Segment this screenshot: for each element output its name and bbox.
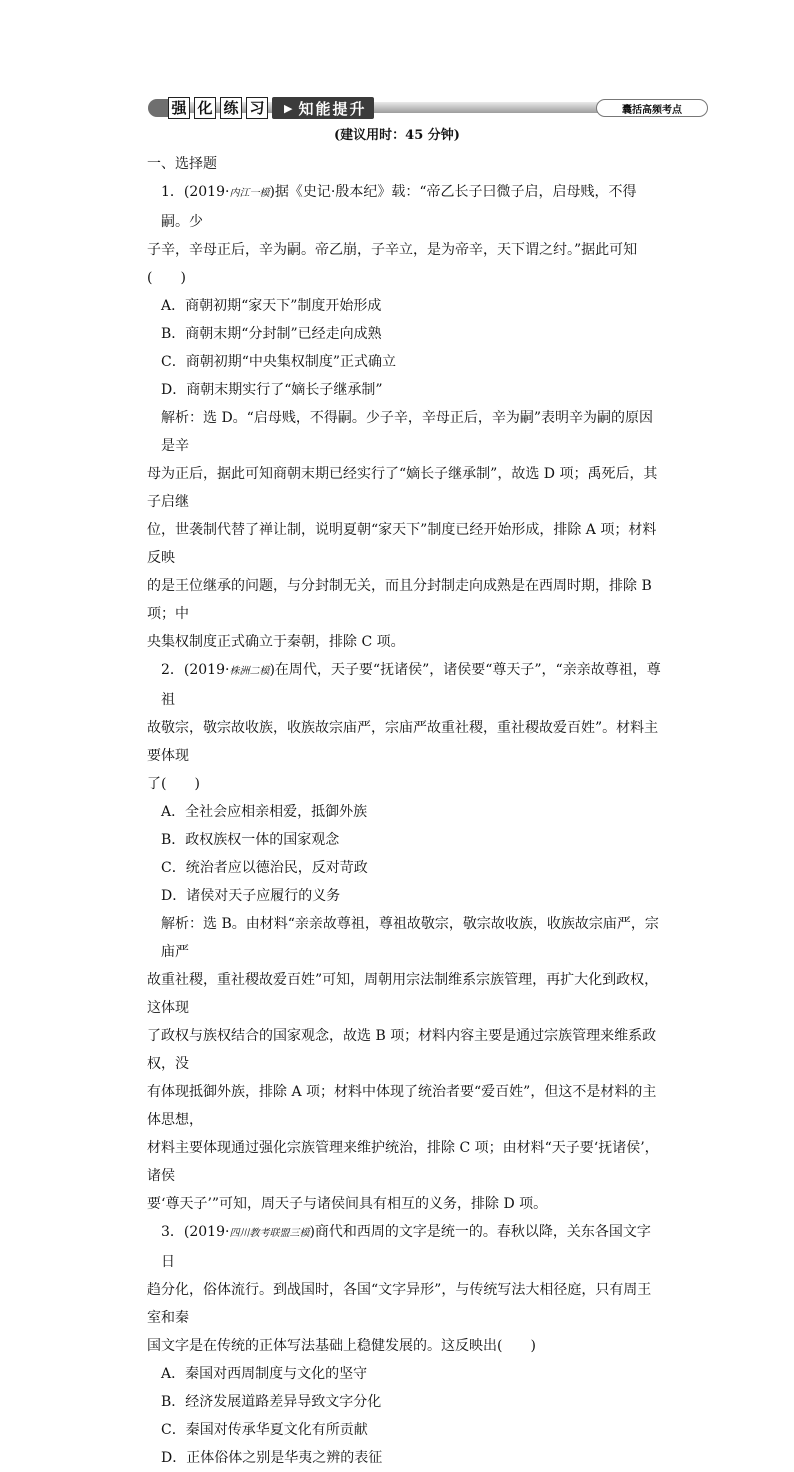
question-lead: 1．(2019· bbox=[161, 184, 230, 200]
question-text: 子辛，辛母正后，辛为嗣。帝乙崩，子辛立，是为帝辛，天下谓之纣。”据此可知( ) bbox=[147, 242, 638, 286]
question-text: )在周代，天子要“抚诸侯”，诸侯要“尊天子”，“亲亲故尊祖，尊祖 bbox=[161, 662, 661, 708]
time-note: (建议用时：45 分钟) bbox=[334, 128, 460, 143]
banner-char: 强 bbox=[168, 97, 190, 119]
question-text: 趋分化，俗体流行。到战国时，各国“文字异形”，与传统写法大相径庭，只有周王室和秦 bbox=[147, 1282, 652, 1326]
question-2 bbox=[147, 656, 663, 1218]
banner-char: 练 bbox=[220, 97, 242, 119]
question-lead: 3．(2019· bbox=[161, 1224, 230, 1240]
question-stem bbox=[147, 656, 663, 714]
question-stem bbox=[147, 178, 663, 236]
banner-subtitle-text: 知能提升 bbox=[298, 99, 367, 118]
question-text: )商代和西周的文字是统一的。春秋以降，关东各国文字日 bbox=[161, 1224, 651, 1270]
option: C．商朝初期“中央集权制度”正式确立 bbox=[161, 354, 397, 370]
section-title: 一、选择题 bbox=[147, 156, 217, 172]
question-1 bbox=[147, 178, 663, 656]
banner-subtitle bbox=[272, 97, 374, 119]
banner-char: 化 bbox=[194, 97, 216, 119]
question-source: 株洲二模 bbox=[229, 666, 270, 677]
analysis-line: 了政权与族权结合的国家观念，故选 B 项；材料内容主要是通过宗族管理来维系政权，没 bbox=[147, 1028, 657, 1072]
option: D．诸侯对天子应履行的义务 bbox=[161, 888, 341, 904]
banner-tag: 囊括高频考点 bbox=[596, 99, 708, 117]
analysis-line: 解析：选 D。“启母贱，不得嗣。少子辛，辛母正后，辛为嗣”表明辛为嗣的原因是辛 bbox=[161, 410, 653, 454]
question-text: 国文字是在传统的正体写法基础上稳健发展的。这反映出( ) bbox=[147, 1338, 536, 1354]
question-text: 故敬宗，敬宗故收族，收族故宗庙严，宗庙严故重社稷，重社稷故爱百姓”。材料主要体现 bbox=[147, 720, 659, 764]
option: A．全社会应相亲相爱，抵御外族 bbox=[161, 804, 368, 820]
question-source: 四川教考联盟三模 bbox=[229, 1228, 310, 1239]
option: A．商朝初期“家天下”制度开始形成 bbox=[161, 298, 382, 314]
analysis-line: 故重社稷，重社稷故爱百姓”可知，周朝用宗法制维系宗族管理，再扩大化到政权，这体现 bbox=[147, 972, 659, 1016]
question-stem bbox=[147, 1218, 663, 1276]
analysis-line: 材料主要体现通过强化宗族管理来维护统治，排除 C 项；由材料“天子要‘抚诸侯’，诸侯 bbox=[147, 1140, 659, 1184]
question-3 bbox=[147, 1218, 663, 1472]
option: C．秦国对传承华夏文化有所贡献 bbox=[161, 1422, 368, 1438]
arrow-right-icon: ▶ bbox=[284, 101, 295, 115]
analysis-line: 解析：选 B。由材料“亲亲故尊祖，尊祖故敬宗，敬宗故收族，收族故宗庙严，宗庙严 bbox=[161, 916, 659, 960]
option: B．商朝末期“分封制”已经走向成熟 bbox=[161, 326, 382, 342]
analysis-line: 位，世袭制代替了禅让制，说明夏朝“家天下”制度已经开始形成，排除 A 项；材料反映 bbox=[147, 522, 657, 566]
section-banner bbox=[148, 96, 708, 120]
option: B．政权族权一体的国家观念 bbox=[161, 832, 340, 848]
banner-char: 习 bbox=[246, 97, 268, 119]
option: D．商朝末期实行了“嫡长子继承制” bbox=[161, 382, 383, 398]
option: D．正体俗体之别是华夷之辨的表征 bbox=[161, 1450, 383, 1466]
question-text: 了( ) bbox=[147, 776, 200, 792]
analysis-line: 母为正后，据此可知商朝末期已经实行了“嫡长子继承制”，故选 D 项；禹死后，其子启继 bbox=[147, 466, 658, 510]
option: C．统治者应以德治民，反对苛政 bbox=[161, 860, 368, 876]
analysis-line: 的是王位继承的问题，与分封制无关，而且分封制走向成熟是在西周时期，排除 B 项；中 bbox=[147, 578, 652, 622]
question-lead: 2．(2019· bbox=[161, 662, 230, 678]
question-source: 内江一模 bbox=[229, 188, 270, 199]
analysis-line: 要‘尊天子’”可知，周天子与诸侯间具有相互的义务，排除 D 项。 bbox=[147, 1196, 548, 1212]
option: B．经济发展道路差异导致文字分化 bbox=[161, 1394, 382, 1410]
banner-title bbox=[168, 96, 374, 120]
exercise-content bbox=[147, 150, 663, 1472]
question-text: )据《史记·殷本纪》载：“帝乙长子曰微子启，启母贱，不得嗣。少 bbox=[161, 184, 637, 230]
option: A．秦国对西周制度与文化的坚守 bbox=[161, 1366, 368, 1382]
analysis-line: 央集权制度正式确立于秦朝，排除 C 项。 bbox=[147, 634, 405, 650]
analysis-line: 有体现抵御外族，排除 A 项；材料中体现了统治者要“爱百姓”，但这不是材料的主体思想， bbox=[147, 1084, 657, 1128]
